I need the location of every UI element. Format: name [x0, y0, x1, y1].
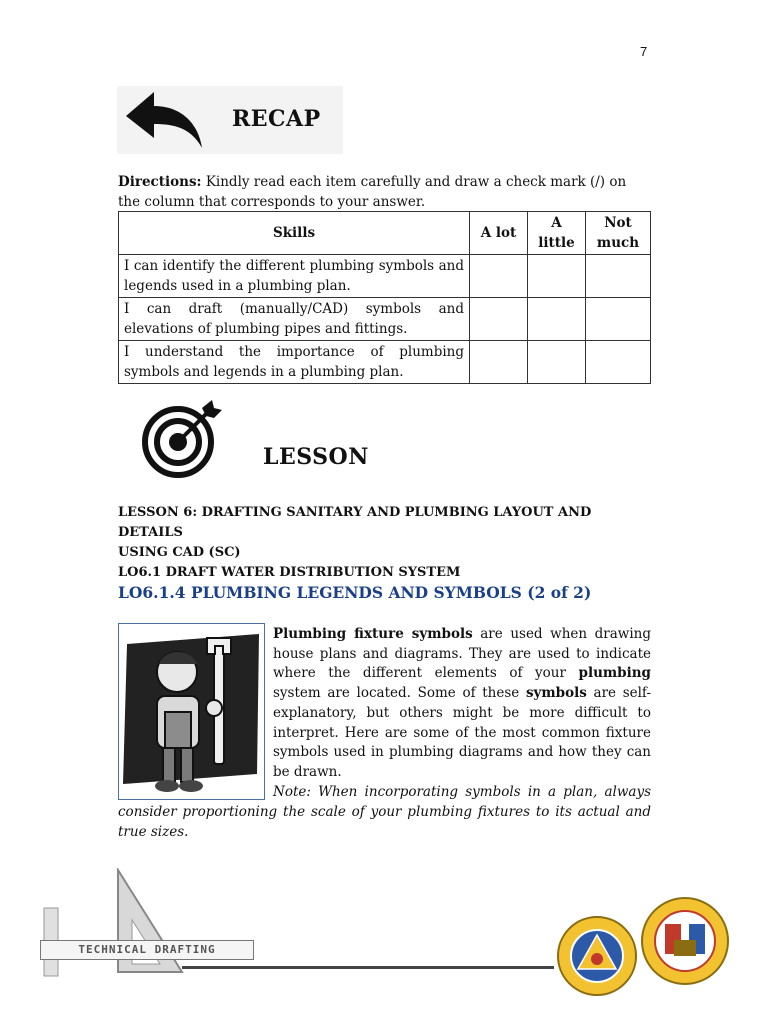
target-icon	[140, 398, 224, 480]
body-paragraph	[273, 625, 651, 783]
lesson-header	[118, 503, 658, 583]
table-row	[119, 298, 651, 341]
back-arrow-icon	[120, 86, 210, 152]
check-cell-a-lot[interactable]	[470, 298, 528, 341]
table-header-row	[119, 212, 651, 255]
skill-cell: I can identify the different plumbing symbols and legends used in a plumbing plan.	[119, 255, 470, 298]
recap-title: RECAP	[232, 106, 321, 132]
table-row	[119, 255, 651, 298]
set-square-icon	[42, 868, 192, 978]
directions-label: Directions:	[118, 174, 202, 190]
footer-divider	[182, 966, 554, 969]
body-bold-1: Plumbing fixture symbols	[273, 626, 473, 642]
body-bold-3: symbols	[525, 685, 587, 702]
body-bold-2: plumbing	[578, 665, 651, 682]
body-text-2: system are located. Some of these	[273, 685, 526, 702]
check-cell-not-much[interactable]	[586, 298, 651, 341]
technical-drafting-ruler: TECHNICAL DRAFTING	[40, 940, 254, 960]
skills-table	[118, 211, 651, 384]
directions-text	[118, 172, 652, 212]
lesson-line-3: LO6.1 DRAFT WATER DISTRIBUTION SYSTEM	[118, 565, 461, 580]
check-cell-a-little[interactable]	[528, 341, 586, 384]
check-cell-not-much[interactable]	[586, 255, 651, 298]
lesson-title: LESSON	[263, 444, 369, 470]
lesson-line-2: USING CAD (SC)	[118, 545, 241, 560]
skill-cell: I understand the importance of plumbing symbols and legends in a plumbing plan.	[119, 341, 470, 384]
header-a-little: A little	[528, 212, 586, 255]
lesson-line-1: LESSON 6: DRAFTING SANITARY AND PLUMBING LAYOUT AND DETAILS	[118, 505, 592, 540]
page-number: 7	[640, 44, 648, 59]
pasig-city-seal-logo	[640, 896, 730, 986]
plumber-illustration	[118, 623, 265, 800]
check-cell-a-little[interactable]	[528, 298, 586, 341]
note-rest: consider proportioning the scale of your plumbing fixtures to its actual and true sizes.	[118, 804, 651, 840]
check-cell-not-much[interactable]	[586, 341, 651, 384]
directions-body: Kindly read each item carefully and draw a check mark (/) on the column that corresponds to your answer.	[118, 174, 627, 210]
header-skills: Skills	[119, 212, 470, 255]
header-not-much: Not much	[586, 212, 651, 255]
check-cell-a-lot[interactable]	[470, 255, 528, 298]
lo-heading: LO6.1.4 PLUMBING LEGENDS AND SYMBOLS (2 of 2)	[118, 583, 592, 602]
table-row	[119, 341, 651, 384]
body-text-1: are used when drawing house plans and diagrams. They are used to indicate where the different elements of your	[273, 626, 651, 682]
note-line-1: Note: When incorporating symbols in a plan, always	[273, 784, 651, 800]
body-text-3: are self-explanatory, but others might be more difficult to interpret. Here are some of the most common fixture symbols used in plumbing diagrams and how they can be drawn.	[273, 685, 652, 780]
division-seal-logo	[556, 915, 638, 997]
skill-cell: I can draft (manually/CAD) symbols and elevations of plumbing pipes and fittings.	[119, 298, 470, 341]
check-cell-a-lot[interactable]	[470, 341, 528, 384]
check-cell-a-little[interactable]	[528, 255, 586, 298]
header-a-lot: A lot	[470, 212, 528, 255]
